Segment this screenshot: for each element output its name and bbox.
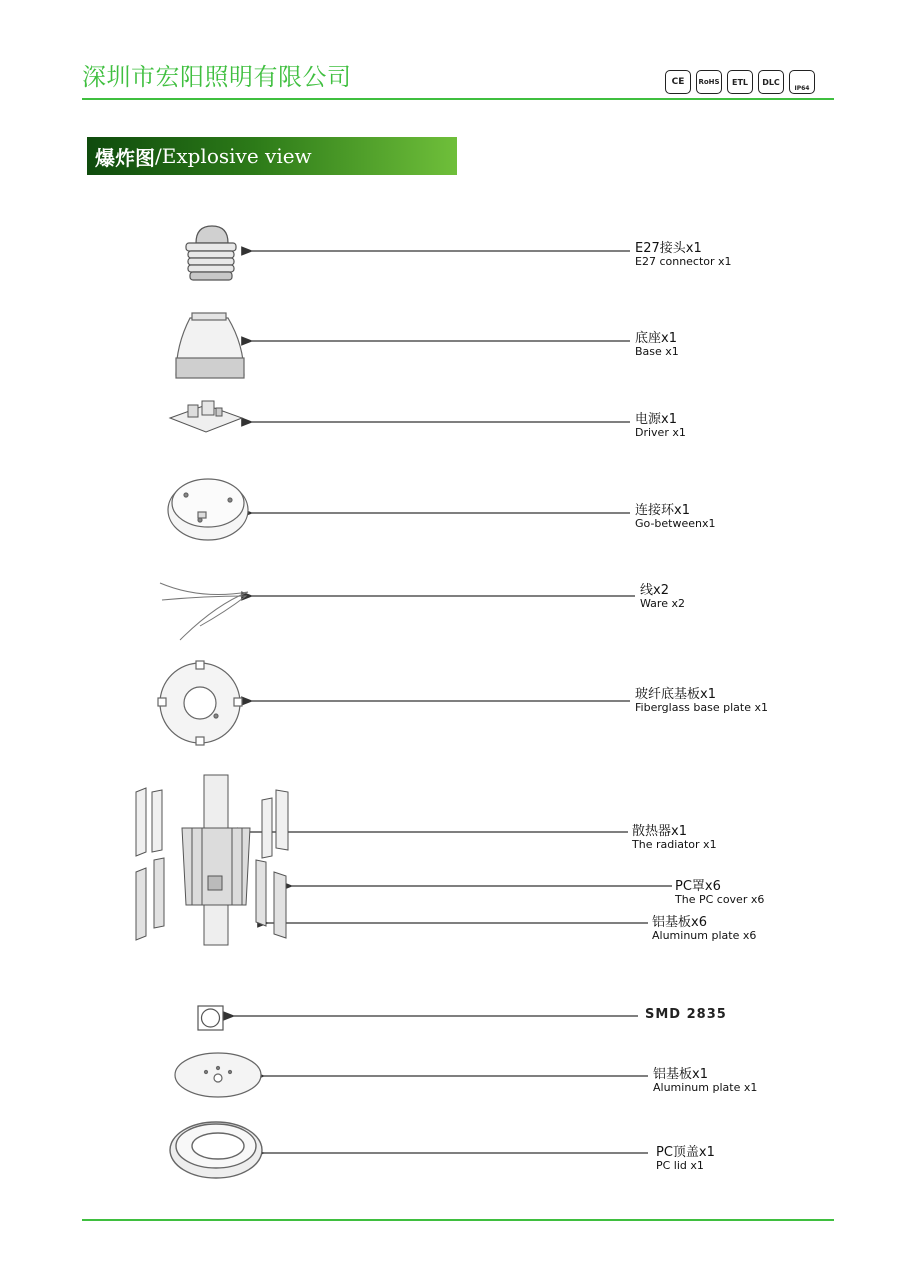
section-title-cn: 爆炸图 — [95, 145, 155, 170]
dlc-mark-icon: DLC — [758, 70, 784, 94]
part-label-en: Base x1 — [635, 344, 679, 358]
part-label-en: Ware x2 — [640, 596, 685, 610]
part-label-en: Aluminum plate x1 — [653, 1080, 758, 1094]
e27-connector-icon — [186, 226, 236, 280]
ip64-mark-icon: IP64 — [789, 70, 815, 94]
part-label-radiator — [632, 825, 717, 850]
footer-divider — [82, 1219, 834, 1221]
part-label-cn: 铝基板x6 — [652, 915, 707, 930]
part-label-cn: 连接环x1 — [635, 503, 690, 518]
part-label-lid — [656, 1146, 715, 1171]
part-label-cn: PC罩x6 — [675, 879, 721, 894]
pc-lid-icon — [170, 1122, 262, 1178]
section-title-en: Explosive view — [161, 144, 312, 168]
part-label-cn: E27接头x1 — [635, 241, 702, 256]
part-label-smd: SMD 2835 — [645, 1007, 727, 1022]
part-label-cn: 底座x1 — [635, 331, 677, 346]
part-label-en: The PC cover x6 — [675, 892, 765, 906]
smd-chip-icon — [198, 1006, 223, 1030]
part-label-cn: 铝基板x1 — [653, 1067, 708, 1082]
part-label-cn: 电源x1 — [635, 412, 677, 427]
part-label-en: The radiator x1 — [632, 837, 717, 851]
base-icon — [176, 313, 244, 378]
part-label-pc-cover — [675, 880, 764, 905]
part-label-ring — [635, 504, 716, 529]
part-label-cn: PC顶盖x1 — [656, 1145, 715, 1160]
part-label-en: PC lid x1 — [656, 1158, 704, 1172]
radiator-icon — [182, 775, 250, 945]
ce-mark-icon: CE — [665, 70, 691, 94]
aluminum-disc-icon — [175, 1053, 261, 1097]
driver-icon — [170, 401, 242, 432]
part-label-en: Go-betweenx1 — [635, 516, 716, 530]
section-title-sep: / — [155, 144, 162, 168]
connecting-ring-icon — [168, 479, 248, 540]
part-label-en: Driver x1 — [635, 425, 686, 439]
part-label-cn: 线x2 — [640, 583, 669, 598]
part-label-en: Aluminum plate x6 — [652, 928, 757, 942]
company-name: 深圳市宏阳照明有限公司 — [82, 63, 352, 91]
part-label-cn: 玻纤底基板x1 — [635, 687, 716, 702]
fiberglass-plate-icon — [158, 661, 242, 745]
part-label-aluminum-strip — [652, 916, 756, 941]
part-label-base — [635, 332, 679, 357]
part-label-wire — [640, 584, 685, 609]
part-label-e27 — [635, 242, 732, 267]
etl-mark-icon: ETL — [727, 70, 753, 94]
part-label-driver — [635, 413, 686, 438]
wire-icon — [160, 583, 248, 640]
part-label-aluminum-disc — [653, 1068, 757, 1093]
part-label-en: E27 connector x1 — [635, 254, 732, 268]
part-label-en: Fiberglass base plate x1 — [635, 700, 768, 714]
part-label-fiberglass — [635, 688, 768, 713]
rohs-mark-icon: RoHS — [696, 70, 722, 94]
part-label-cn: 散热器x1 — [632, 824, 687, 839]
